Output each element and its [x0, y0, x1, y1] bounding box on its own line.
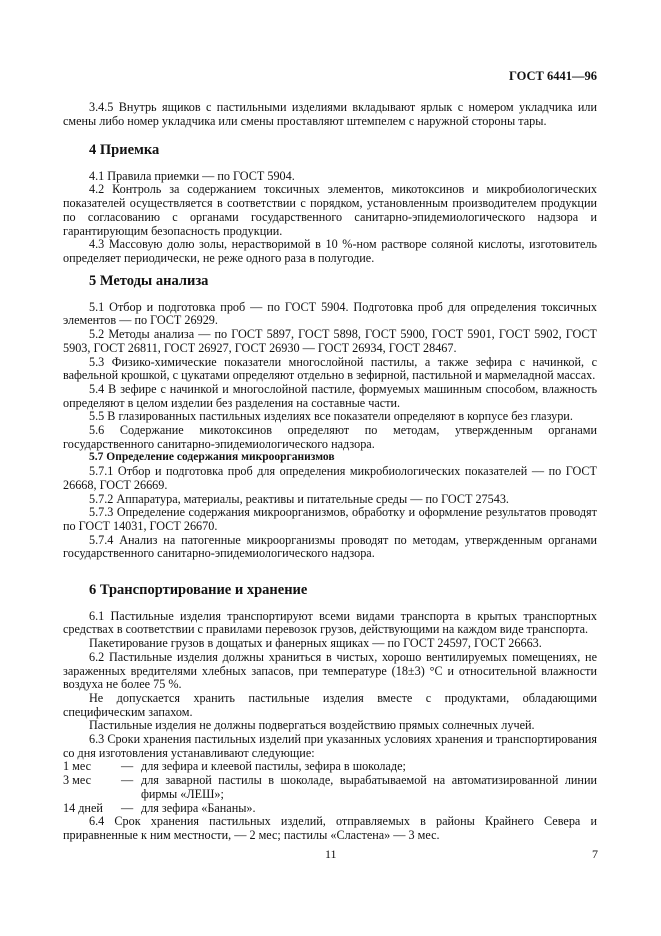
storage-term: 1 мес: [63, 759, 91, 774]
paragraph: 6.2 Пастильные изделия должны храниться в чистых, хорошо вентилируемых помещениях, не зараженных вредителями хлебных запасов, при температуре (18±3) °С и относительной влажности воздуха не более 75 %.: [63, 649, 597, 692]
paragraph: 5.2 Методы анализа — по ГОСТ 5897, ГОСТ 5898, ГОСТ 5900, ГОСТ 5901, ГОСТ 5902, ГОСТ 5903, ГОСТ 26811, ГОСТ 26927, ГОСТ 26930 — ГОСТ 26934, ГОСТ 28467.: [63, 327, 597, 355]
storage-term: 3 мес: [63, 773, 91, 788]
section-3-4-5: [63, 101, 597, 128]
storage-description: для зефира и клеевой пастилы, зефира в шоколаде;: [141, 759, 406, 774]
section-6: [63, 584, 597, 843]
paragraph: 5.3 Физико-химические показатели многослойной пастилы, а также зефира с начинкой, с вафельной крошкой, с цукатами определяют отдельно в зефирной, пастильной и мармеладной массах.: [63, 354, 597, 383]
subsection-heading: 5.7 Определение содержания микроорганизмов: [89, 451, 335, 464]
section-4: [63, 144, 597, 266]
paragraph: 5.7.3 Определение содержания микроорганизмов, обработку и оформление результатов проводят по ГОСТ 14031, ГОСТ 26670.: [63, 505, 597, 533]
dash: —: [121, 773, 134, 788]
paragraph: Пастильные изделия не должны подвергаться воздействию прямых солнечных лучей.: [89, 718, 535, 733]
paragraph: 5.6 Содержание микотоксинов определяют по методам, утвержденным органами государственного санитарно-эпидемиологического надзора.: [63, 423, 597, 451]
storage-term: 14 дней: [63, 800, 103, 815]
storage-description: для зефира «Бананы».: [141, 800, 256, 815]
paragraph: 6.4 Срок хранения пастильных изделий, отправляемых в районы Крайнего Севера и приравненные к ним местности, — 2 мес; пастилы «Сластена» — 3 мес.: [63, 814, 597, 842]
document-header: ГОСТ 6441—96: [508, 69, 597, 83]
section-heading: 4 Приемка: [89, 142, 160, 158]
page-number-right: 7: [592, 847, 598, 861]
paragraph: 6.3 Сроки хранения пастильных изделий при указанных условиях хранения и транспортирования со дня изготовления устанавливают следующие:: [63, 732, 597, 760]
paragraph: 4.2 Контроль за содержанием токсичных элементов, микотоксинов и микробиологических показателей осуществляется в соответствии с порядком, установленным производителем продукции по согласованию с органами государственного санитарно-эпидемиологического надзора и гарантирующим безопасность продукции.: [63, 182, 597, 238]
storage-terms-list: [63, 760, 597, 815]
section-5: [63, 275, 597, 561]
paragraph: 5.7.4 Анализ на патогенные микроорганизмы проводят по методам, утвержденным органами государственного санитарно-эпидемиологического надзора.: [63, 532, 597, 561]
dash: —: [121, 800, 134, 815]
section-heading: 5 Методы анализа: [89, 273, 209, 289]
section-heading: 6 Транспортирование и хранение: [89, 582, 308, 598]
dash: —: [121, 759, 134, 774]
paragraph: 5.7.2 Аппаратура, материалы, реактивы и питательные среды — по ГОСТ 27543.: [89, 491, 509, 506]
paragraph: 4.3 Массовую долю золы, нерастворимой в 10 %-ном растворе соляной кислоты, изготовитель определяет периодически, не реже одного раза в полугодие.: [63, 237, 597, 265]
paragraph: 5.5 В глазированных пастильных изделиях все показатели определяют в корпусе без глазури.: [89, 409, 573, 424]
paragraph: 4.1 Правила приемки — по ГОСТ 5904.: [89, 168, 295, 183]
paragraph: 3.4.5 Внутрь ящиков с пастильными изделиями вкладывают ярлык с номером укладчика или смены либо номер укладчика или смены проставляют штемпелем с наружной стороны тары.: [63, 100, 597, 128]
storage-description: для заварной пастилы в шоколаде, вырабатываемой на автоматизированной линии фирмы «ЛЕШ»;: [141, 773, 597, 801]
paragraph: 5.1 Отбор и подготовка проб — по ГОСТ 5904. Подготовка проб для определения токсичных элементов — по ГОСТ 26929.: [63, 299, 597, 328]
paragraph: 5.7.1 Отбор и подготовка проб для определения микробиологических показателей — по ГОСТ 26668, ГОСТ 26669.: [63, 464, 597, 492]
paragraph: 6.1 Пастильные изделия транспортируют всеми видами транспорта в крытых транспортных средствах в соответствии с правилами перевозок грузов, действующими на каждом виде транспорта.: [63, 608, 597, 637]
paragraph: Не допускается хранить пастильные изделия вместе с продуктами, обладающими специфическим запахом.: [63, 690, 597, 719]
page-number-center: 11: [325, 847, 337, 861]
paragraph: 5.4 В зефире с начинкой и многослойной пастиле, формуемых машинным способом, влажность определяют в целом изделии без разделения на составные части.: [63, 381, 597, 410]
paragraph: Пакетирование грузов в дощатых и фанерных ящиках — по ГОСТ 24597, ГОСТ 26663.: [89, 636, 542, 651]
